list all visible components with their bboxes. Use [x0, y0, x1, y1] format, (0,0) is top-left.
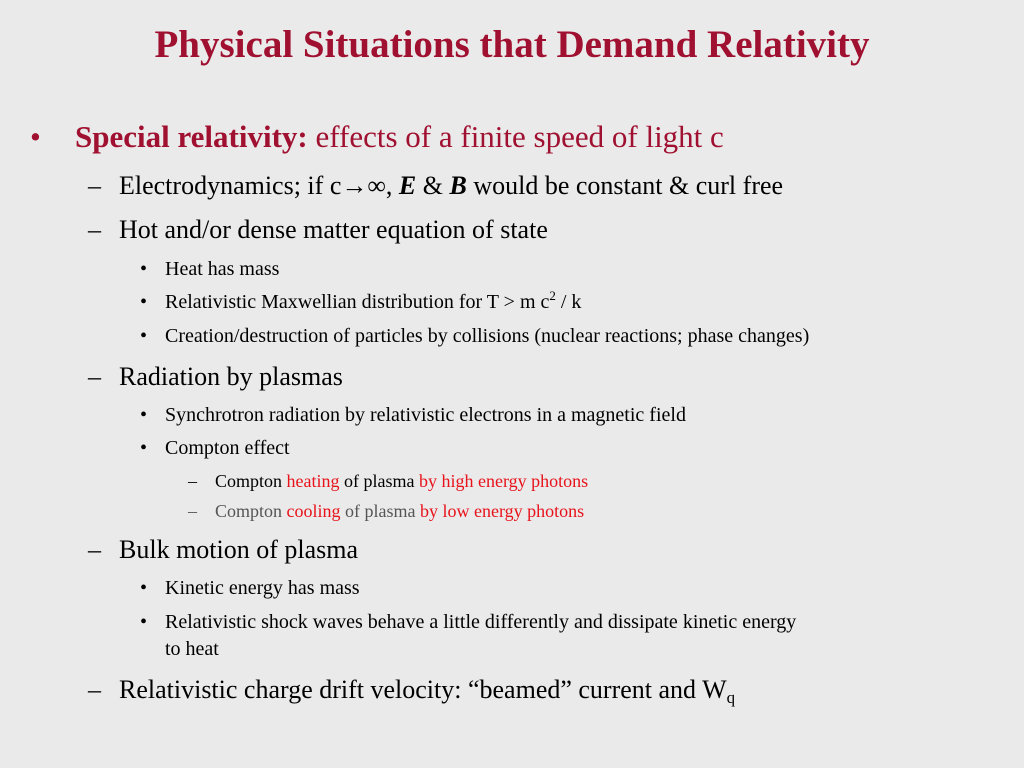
- dash-marker: –: [188, 471, 197, 491]
- item-compton-heating: [215, 471, 588, 492]
- text-pre: Relativistic charge drift velocity: “beamed” current and W: [119, 675, 727, 704]
- text-post: would be constant & curl free: [466, 171, 784, 200]
- bullet-marker: •: [140, 291, 148, 313]
- dash-marker: –: [88, 171, 101, 200]
- text-c: of plasma: [339, 471, 419, 491]
- item-compton-effect: Compton effect: [165, 437, 290, 459]
- symbol-e-field: E: [398, 171, 417, 200]
- text-high-energy: by high energy photons: [418, 471, 589, 491]
- item-maxwellian: [165, 288, 582, 314]
- bullet-text: effects of a finite speed of light c: [307, 119, 724, 154]
- bullet-special-relativity: [75, 119, 724, 155]
- bullet-marker: •: [30, 119, 41, 154]
- bullet-marker: •: [140, 437, 148, 459]
- text-post: / k: [555, 291, 582, 313]
- symbol-b-field: B: [449, 171, 467, 200]
- item-shock-waves-line2: to heat: [165, 638, 219, 660]
- bullet-marker: •: [140, 611, 148, 633]
- keyword-special-relativity: Special relativity:: [75, 119, 308, 154]
- item-shock-waves-line1: Relativistic shock waves behave a little differently and dissipate kinetic energy: [165, 611, 797, 633]
- item-synchrotron: Synchrotron radiation by relativistic electrons in a magnetic field: [165, 404, 686, 426]
- text-a: Compton: [215, 471, 287, 491]
- text-pre: Electrodynamics; if c: [119, 171, 342, 200]
- text-pre: Relativistic Maxwellian distribution for T > m c: [165, 291, 550, 313]
- item-compton-cooling: [215, 501, 584, 522]
- item-equation-of-state: Hot and/or dense matter equation of state: [119, 215, 548, 244]
- bullet-marker: •: [140, 325, 148, 347]
- dash-marker: –: [88, 215, 101, 244]
- item-radiation-by-plasmas: Radiation by plasmas: [119, 362, 343, 391]
- text-heating: heating: [286, 471, 340, 491]
- text-cooling: cooling: [286, 501, 341, 521]
- text-a: Compton: [215, 501, 287, 521]
- slide-title: Physical Situations that Demand Relativity: [154, 23, 870, 66]
- text-low-energy: by low energy photons: [420, 501, 585, 521]
- text-amp: &: [416, 171, 450, 200]
- item-electrodynamics: [119, 171, 783, 201]
- dash-marker: –: [88, 675, 101, 704]
- dash-marker: –: [188, 501, 197, 521]
- text-comma: ,: [385, 171, 399, 200]
- text-c: of plasma: [340, 501, 420, 521]
- subscript-q: q: [726, 688, 736, 708]
- dash-marker: –: [88, 362, 101, 391]
- bullet-marker: •: [140, 258, 148, 280]
- item-creation-destruction: Creation/destruction of particles by collisions (nuclear reactions; phase changes): [165, 325, 810, 347]
- item-kinetic-energy: Kinetic energy has mass: [165, 577, 360, 599]
- bullet-marker: •: [140, 404, 148, 426]
- arrow-infinity-symbol: →∞: [341, 171, 386, 200]
- item-heat-has-mass: Heat has mass: [165, 258, 280, 280]
- item-charge-drift: [119, 675, 736, 708]
- item-bulk-motion: Bulk motion of plasma: [119, 535, 359, 564]
- dash-marker: –: [88, 535, 101, 564]
- bullet-marker: •: [140, 577, 148, 599]
- superscript-2: 2: [549, 288, 556, 304]
